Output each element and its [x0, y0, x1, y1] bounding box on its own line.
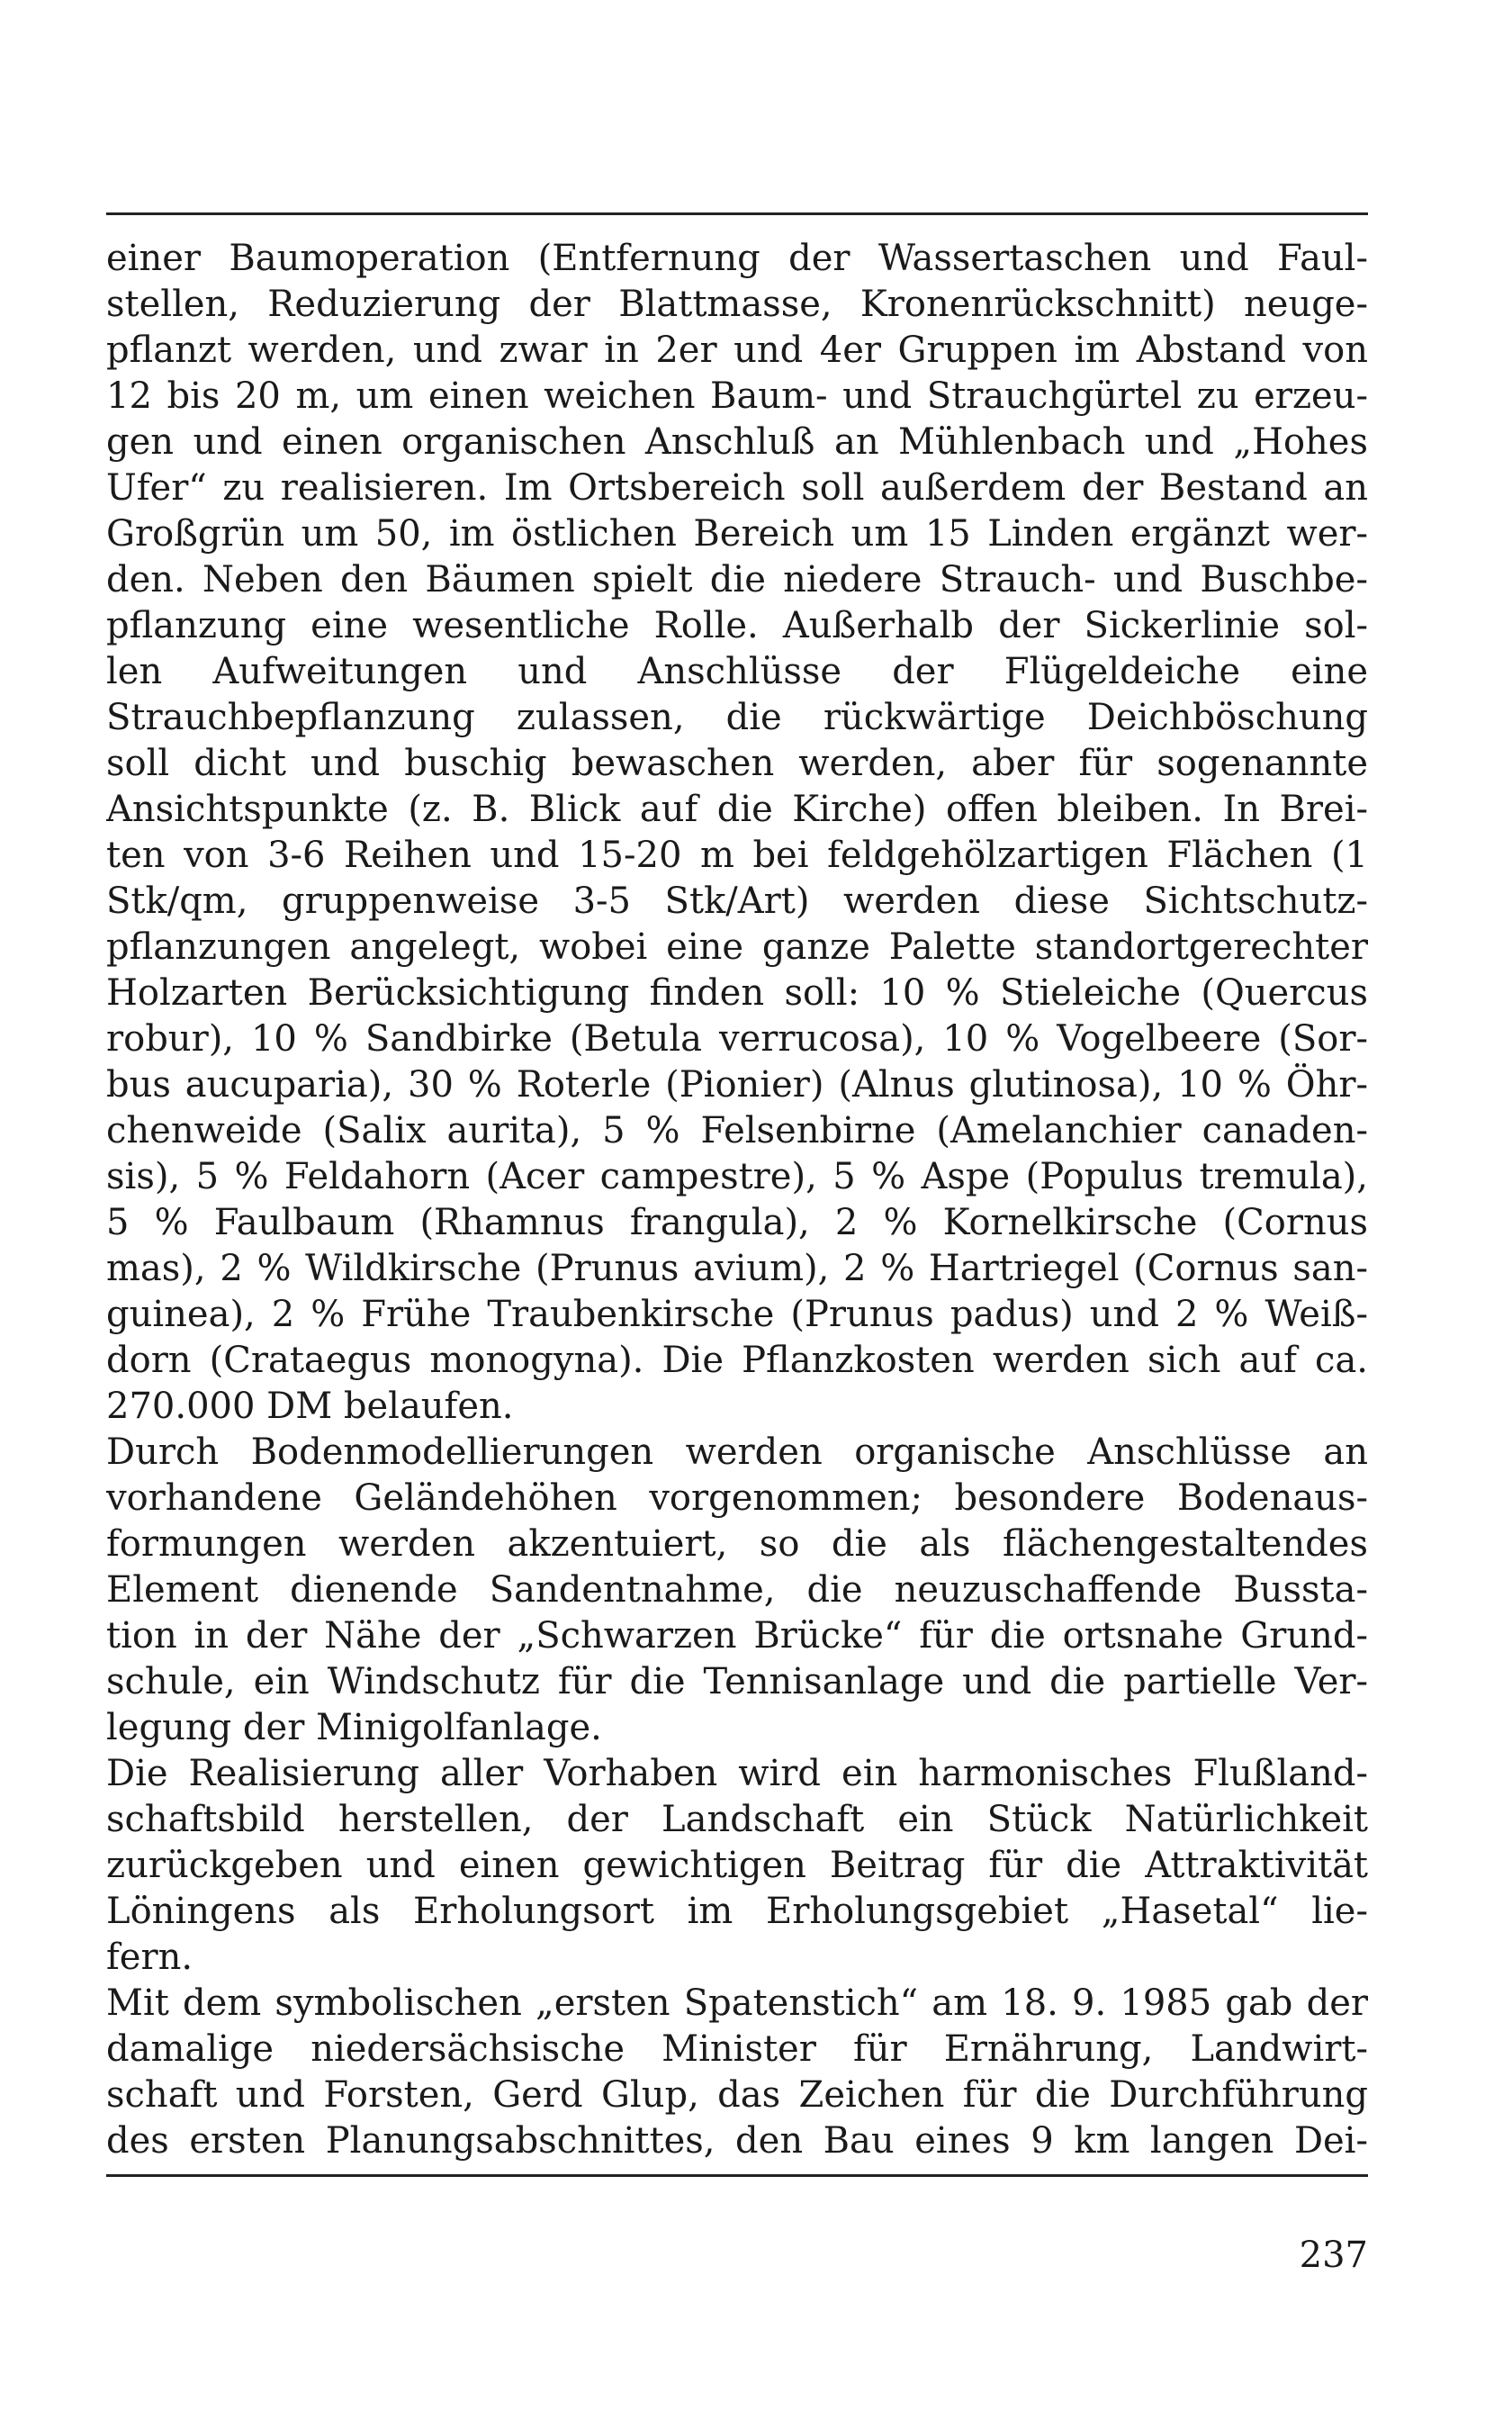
text-line: pflanzt werden, und zwar in 2er und 4er Gruppen im Abstand von: [106, 330, 1368, 371]
text-line: fern.: [106, 1937, 194, 1978]
text-line: damalige niedersächsische Minister für Ernährung, Landwirt-: [106, 2028, 1368, 2070]
page-number: 237: [1299, 2235, 1368, 2276]
text-line: ten von 3-6 Reihen und 15-20 m bei feldgehölzartigen Flächen (1: [106, 835, 1368, 876]
text-line: Die Realisierung aller Vorhaben wird ein harmonisches Flußland-: [106, 1753, 1368, 1794]
text-line: legung der Minigolfanlage.: [106, 1707, 602, 1748]
text-line: pflanzungen angelegt, wobei eine ganze Palette standortgerechter: [106, 926, 1368, 968]
text-line: schule, ein Windschutz für die Tennisanlage und die partielle Ver-: [106, 1661, 1368, 1702]
bottom-rule: [106, 2174, 1368, 2177]
text-line: Ansichtspunkte (z. B. Blick auf die Kirche) offen bleiben. In Brei-: [106, 789, 1368, 830]
text-line: Strauchbepflanzung zulassen, die rückwärtige Deichböschung: [106, 697, 1368, 738]
text-line: dorn (Crataegus monogyna). Die Pflanzkosten werden sich auf ca.: [106, 1340, 1368, 1381]
text-line: 12 bis 20 m, um einen weichen Baum- und Strauchgürtel zu erzeu-: [106, 375, 1368, 417]
text-line: Löningens als Erholungsort im Erholungsgebiet „Hasetal“ lie-: [106, 1891, 1368, 1932]
text-line: formungen werden akzentuiert, so die als flächengestaltendes: [106, 1523, 1368, 1565]
text-line: zurückgeben und einen gewichtigen Beitrag für die Attraktivität: [106, 1845, 1368, 1886]
text-line: sis), 5 % Feldahorn (Acer campestre), 5 % Aspe (Populus tremula),: [106, 1156, 1368, 1197]
text-line: chenweide (Salix aurita), 5 % Felsenbirne (Amelanchier canaden-: [106, 1110, 1368, 1151]
text-line: tion in der Nähe der „Schwarzen Brücke“ für die ortsnahe Grund-: [106, 1615, 1368, 1657]
text-line: guinea), 2 % Frühe Traubenkirsche (Prunus padus) und 2 % Weiß-: [106, 1294, 1368, 1335]
text-line: Stk/qm, gruppenweise 3-5 Stk/Art) werden diese Sichtschutz-: [106, 880, 1368, 922]
text-line: des ersten Planungsabschnittes, den Bau eines 9 km langen Dei-: [106, 2120, 1368, 2162]
text-line: Element dienende Sandentnahme, die neuzuschaffende Bussta-: [106, 1569, 1368, 1611]
text-line: mas), 2 % Wildkirsche (Prunus avium), 2 % Hartriegel (Cornus san-: [106, 1248, 1368, 1289]
text-line: 270.000 DM belaufen.: [106, 1386, 514, 1427]
text-line: 5 % Faulbaum (Rhamnus frangula), 2 % Kornelkirsche (Cornus: [106, 1202, 1368, 1243]
text-line: schaft und Forsten, Gerd Glup, das Zeichen für die Durchführung: [106, 2074, 1368, 2116]
body-text: [106, 236, 1368, 2164]
text-line: pflanzung eine wesentliche Rolle. Außerhalb der Sickerlinie sol-: [106, 605, 1368, 646]
top-rule: [106, 212, 1368, 215]
text-line: Mit dem symbolischen „ersten Spatenstich“ am 18. 9. 1985 gab der: [106, 1982, 1368, 2024]
text-line: den. Neben den Bäumen spielt die niedere Strauch- und Buschbe-: [106, 559, 1368, 600]
text-line: robur), 10 % Sandbirke (Betula verrucosa), 10 % Vogelbeere (Sor-: [106, 1018, 1368, 1060]
text-line: soll dicht und buschig bewaschen werden, aber für sogenannte: [106, 743, 1368, 784]
text-line: schaftsbild herstellen, der Landschaft ein Stück Natürlichkeit: [106, 1799, 1368, 1840]
text-line: gen und einen organischen Anschluß an Mühlenbach und „Hohes: [106, 421, 1368, 463]
text-line: einer Baumoperation (Entfernung der Wassertaschen und Faul-: [106, 238, 1368, 279]
text-line: vorhandene Geländehöhen vorgenommen; besondere Bodenaus-: [106, 1477, 1368, 1519]
text-line: Holzarten Berücksichtigung finden soll: 10 % Stieleiche (Quercus: [106, 972, 1368, 1014]
text-line: Durch Bodenmodellierungen werden organische Anschlüsse an: [106, 1431, 1368, 1473]
text-line: stellen, Reduzierung der Blattmasse, Kronenrückschnitt) neuge-: [106, 284, 1368, 325]
text-line: len Aufweitungen und Anschlüsse der Flügeldeiche eine: [106, 651, 1368, 692]
text-line: Großgrün um 50, im östlichen Bereich um 15 Linden ergänzt wer-: [106, 513, 1368, 555]
text-line: Ufer“ zu realisieren. Im Ortsbereich soll außerdem der Bestand an: [106, 467, 1368, 509]
text-line: bus aucuparia), 30 % Roterle (Pionier) (Alnus glutinosa), 10 % Öhr-: [106, 1064, 1368, 1106]
